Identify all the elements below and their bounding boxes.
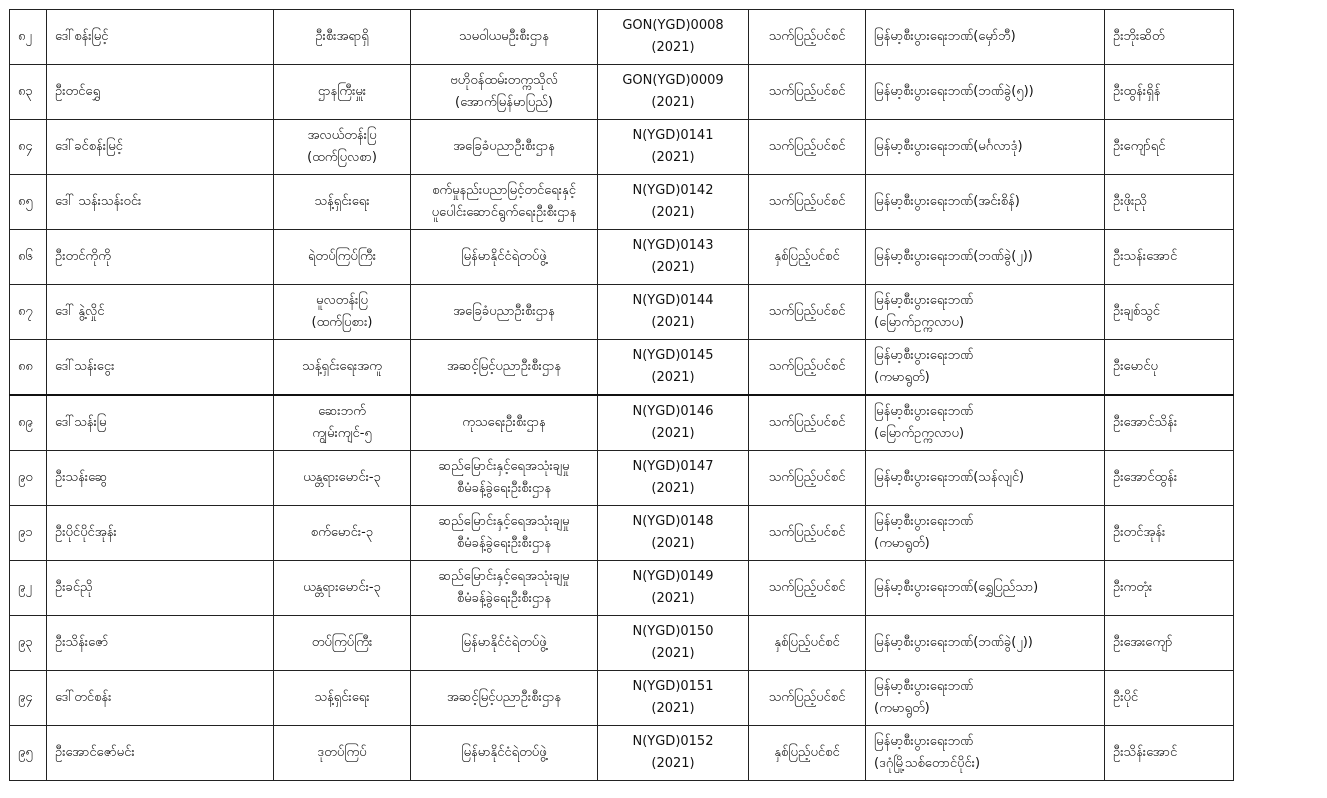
registration-cell — [598, 726, 749, 781]
department-cell — [411, 395, 598, 451]
bank-branch-cell-line: မြန်မာ့စီးပွားရေးဘဏ် — [874, 293, 974, 308]
position-cell-line: ဦးစီးအရာရှိ — [315, 29, 369, 44]
table-row — [10, 285, 1234, 340]
bank-branch-cell-line: မြန်မာ့စီးပွားရေးဘဏ်(ဘဏ်ခွဲ(၂)) — [874, 249, 1033, 264]
position-cell — [274, 230, 411, 285]
bank-branch-cell-line: မြန်မာ့စီးပွားရေးဘဏ်(မှော်ဘီ) — [874, 29, 1016, 44]
position-cell — [274, 726, 411, 781]
table-row — [10, 506, 1234, 561]
registration-cell-line: (2021) — [651, 315, 695, 330]
registration-cell-line: (2021) — [651, 591, 695, 606]
position-cell-line: ဆေးဘက် — [318, 404, 366, 419]
pensioner-name: ဒေါ် နွဲ့လှိုင် — [47, 285, 274, 340]
row-number: ၈၂ — [10, 10, 47, 65]
registration-cell — [598, 285, 749, 340]
table-row — [10, 616, 1234, 671]
bank-branch-cell-line: (ကမာရွတ်) — [874, 701, 930, 716]
bank-branch-cell-line: မြန်မာ့စီးပွားရေးဘဏ် — [874, 348, 974, 363]
registration-cell — [598, 65, 749, 120]
position-cell — [274, 175, 411, 230]
bank-branch-cell — [866, 671, 1105, 726]
guardian-name: ဦးကတုံး — [1105, 561, 1234, 616]
row-number: ၈၆ — [10, 230, 47, 285]
registration-cell-line: GON(YGD)0008 — [622, 18, 724, 33]
department-cell — [411, 175, 598, 230]
pensioner-name: ဦးတင်ကိုကို — [47, 230, 274, 285]
pension-type: သက်ပြည့်ပင်စင် — [749, 175, 866, 230]
guardian-name: ဦးထွန်းရှိန် — [1105, 65, 1234, 120]
registration-cell-line: N(YGD)0142 — [632, 183, 714, 198]
registration-cell — [598, 561, 749, 616]
department-cell — [411, 671, 598, 726]
registration-cell-line: N(YGD)0146 — [632, 404, 714, 419]
registration-cell-line: (2021) — [651, 40, 695, 55]
department-cell-line: စီမံခန့်ခွဲရေးဦးစီးဌာန — [456, 591, 552, 606]
registration-cell-line: (2021) — [651, 260, 695, 275]
department-cell — [411, 65, 598, 120]
pensioner-name: ဦးသန်းဆွေ — [47, 451, 274, 506]
pensioner-name: ဦးအောင်ဇော်မင်း — [47, 726, 274, 781]
registration-cell-line: (2021) — [651, 370, 695, 385]
bank-branch-cell-line: မြန်မာ့စီးပွားရေးဘဏ်(ဘဏ်ခွဲ(၂)) — [874, 635, 1033, 650]
position-cell — [274, 120, 411, 175]
registration-cell-line: N(YGD)0141 — [632, 128, 714, 143]
bank-branch-cell — [866, 65, 1105, 120]
position-cell — [274, 340, 411, 396]
pension-records-table — [9, 9, 1234, 781]
registration-cell — [598, 616, 749, 671]
pensioner-name: ဦးပိုင်ပိုင်အုန်း — [47, 506, 274, 561]
table-row — [10, 451, 1234, 506]
registration-cell — [598, 340, 749, 396]
registration-cell — [598, 230, 749, 285]
guardian-name: ဦးအောင်ထွန်း — [1105, 451, 1234, 506]
department-cell-line: စီမံခန့်ခွဲရေးဦးစီးဌာန — [456, 481, 552, 496]
guardian-name: ဦးသန်းအောင် — [1105, 230, 1234, 285]
registration-cell-line: N(YGD)0149 — [632, 569, 714, 584]
table-body — [10, 10, 1234, 781]
department-cell-line: ဆည်မြောင်းနှင့်ရေအသုံးချမှု — [438, 459, 570, 474]
bank-branch-cell-line: (ကမာရွတ်) — [874, 536, 930, 551]
row-number: ၉၅ — [10, 726, 47, 781]
pension-type: သက်ပြည့်ပင်စင် — [749, 10, 866, 65]
guardian-name: ဦးချစ်သွင် — [1105, 285, 1234, 340]
position-cell — [274, 65, 411, 120]
bank-branch-cell — [866, 726, 1105, 781]
department-cell — [411, 10, 598, 65]
registration-cell-line: N(YGD)0147 — [632, 459, 714, 474]
pensioner-name: ဒေါ်စန်းမြင့် — [47, 10, 274, 65]
position-cell-line: ဌာနကြီးမှူး — [317, 84, 367, 99]
bank-branch-cell-line: မြန်မာ့စီးပွားရေးဘဏ် — [874, 404, 974, 419]
bank-branch-cell-line: (ကမာရွတ်) — [874, 370, 930, 385]
bank-branch-cell — [866, 561, 1105, 616]
department-cell-line: မြန်မာနိုင်ငံရဲတပ်ဖွဲ့ — [461, 249, 547, 264]
position-cell-line: (ထက်ပြစား) — [311, 315, 373, 330]
position-cell — [274, 506, 411, 561]
guardian-name: ဦးဘိုးဆိတ် — [1105, 10, 1234, 65]
guardian-name: ဦးဖိုးညို — [1105, 175, 1234, 230]
position-cell-line: သန့်ရှင်းရေး — [314, 690, 370, 705]
row-number: ၈၇ — [10, 285, 47, 340]
guardian-name: ဦးမောင်ပု — [1105, 340, 1234, 396]
pensioner-name: ဒေါ်ခင်စန်းမြင့် — [47, 120, 274, 175]
bank-branch-cell — [866, 340, 1105, 396]
position-cell-line: ဒုတပ်ကြပ် — [317, 745, 367, 760]
row-number: ၈၅ — [10, 175, 47, 230]
department-cell-line: (အောက်မြန်မာပြည်) — [455, 95, 553, 110]
bank-branch-cell — [866, 10, 1105, 65]
pension-type: သက်ပြည့်ပင်စင် — [749, 65, 866, 120]
position-cell — [274, 10, 411, 65]
guardian-name: ဦးသိန်းအောင် — [1105, 726, 1234, 781]
pensioner-name: ဦးသိန်းဇော် — [47, 616, 274, 671]
registration-cell-line: (2021) — [651, 150, 695, 165]
position-cell-line: တပ်ကြပ်ကြီး — [311, 635, 373, 650]
position-cell — [274, 395, 411, 451]
table-row — [10, 65, 1234, 120]
position-cell-line: စက်မောင်း-၃ — [310, 525, 374, 540]
department-cell-line: ဆည်မြောင်းနှင့်ရေအသုံးချမှု — [438, 514, 570, 529]
row-number: ၈၈ — [10, 340, 47, 396]
bank-branch-cell-line: (မြောက်ဥက္ကလာပ) — [874, 315, 965, 330]
department-cell-line: အခြေခံပညာဦးစီးဌာန — [453, 139, 555, 154]
registration-cell — [598, 671, 749, 726]
department-cell — [411, 726, 598, 781]
registration-cell-line: N(YGD)0152 — [632, 734, 714, 749]
bank-branch-cell — [866, 395, 1105, 451]
department-cell — [411, 616, 598, 671]
department-cell-line: အဆင့်မြင့်ပညာဦးစီးဌာန — [446, 690, 562, 705]
pensioner-name: ဦးတင်ရွှေ — [47, 65, 274, 120]
bank-branch-cell — [866, 230, 1105, 285]
registration-cell — [598, 451, 749, 506]
guardian-name: ဦးတင်အုန်း — [1105, 506, 1234, 561]
position-cell-line: ယန္တရားမောင်း-၃ — [303, 470, 381, 485]
table-row — [10, 10, 1234, 65]
position-cell-line: သန့်ရှင်းရေးအကူ — [302, 359, 382, 374]
department-cell-line: ဗဟိုဝန်ထမ်းတက္ကသိုလ် — [450, 73, 558, 88]
table-row — [10, 230, 1234, 285]
bank-branch-cell-line: မြန်မာ့စီးပွားရေးဘဏ်(မင်္ဂလာဒုံ) — [874, 139, 1023, 154]
pension-type: သက်ပြည့်ပင်စင် — [749, 285, 866, 340]
table-row — [10, 671, 1234, 726]
pensioner-name: ဒေါ် သန်းသန်းဝင်း — [47, 175, 274, 230]
registration-cell-line: (2021) — [651, 95, 695, 110]
registration-cell-line: (2021) — [651, 756, 695, 771]
position-cell — [274, 561, 411, 616]
guardian-name: ဦးပိုင် — [1105, 671, 1234, 726]
department-cell — [411, 230, 598, 285]
registration-cell-line: (2021) — [651, 646, 695, 661]
bank-branch-cell-line: မြန်မာ့စီးပွားရေးဘဏ်(သန်လျင်) — [874, 470, 1025, 485]
department-cell-line: စက်မှုနည်းပညာမြင့်တင်ရေးနှင့် — [432, 183, 576, 198]
department-cell-line: မြန်မာနိုင်ငံရဲတပ်ဖွဲ့ — [461, 745, 547, 760]
registration-cell-line: (2021) — [651, 426, 695, 441]
bank-branch-cell-line: မြန်မာ့စီးပွားရေးဘဏ် — [874, 514, 974, 529]
row-number: ၈၄ — [10, 120, 47, 175]
position-cell-line: အလယ်တန်းပြ — [307, 128, 377, 143]
pensioner-name: ဒေါ်တင်စန်း — [47, 671, 274, 726]
pension-type: နှစ်ပြည့်ပင်စင် — [749, 230, 866, 285]
registration-cell-line: N(YGD)0143 — [632, 238, 714, 253]
position-cell-line: ရဲတပ်ကြပ်ကြီး — [307, 249, 377, 264]
position-cell-line: မူလတန်းပြ — [316, 293, 368, 308]
bank-branch-cell-line: (ဒဂုံမြို့သစ်တောင်ပိုင်း) — [874, 756, 981, 771]
department-cell-line: သမဝါယမဦးစီးဌာန — [459, 29, 549, 44]
department-cell-line: မြန်မာနိုင်ငံရဲတပ်ဖွဲ့ — [461, 635, 547, 650]
guardian-name: ဦးကျော်ရင် — [1105, 120, 1234, 175]
table-row — [10, 120, 1234, 175]
row-number: ၉၃ — [10, 616, 47, 671]
registration-cell-line: N(YGD)0145 — [632, 348, 714, 363]
row-number: ၉၁ — [10, 506, 47, 561]
pension-type: နှစ်ပြည့်ပင်စင် — [749, 616, 866, 671]
bank-branch-cell-line: မြန်မာ့စီးပွားရေးဘဏ် — [874, 679, 974, 694]
registration-cell-line: N(YGD)0151 — [632, 679, 714, 694]
registration-cell-line: N(YGD)0148 — [632, 514, 714, 529]
registration-cell — [598, 120, 749, 175]
pension-type: သက်ပြည့်ပင်စင် — [749, 451, 866, 506]
table-row — [10, 340, 1234, 396]
row-number: ၉၄ — [10, 671, 47, 726]
pensioner-name: ဦးခင်ညို — [47, 561, 274, 616]
department-cell-line: ပူပေါင်းဆောင်ရွက်ရေးဦးစီးဌာန — [431, 205, 577, 220]
registration-cell-line: (2021) — [651, 536, 695, 551]
position-cell — [274, 285, 411, 340]
row-number: ၈၉ — [10, 395, 47, 451]
registration-cell — [598, 395, 749, 451]
position-cell-line: သန့်ရှင်းရေး — [314, 194, 370, 209]
bank-branch-cell-line: မြန်မာ့စီးပွားရေးဘဏ်(ရွှေပြည်သာ) — [874, 580, 1039, 595]
bank-branch-cell-line: မြန်မာ့စီးပွားရေးဘဏ်(ဘဏ်ခွဲ(၅)) — [874, 84, 1034, 99]
department-cell-line: ကုသရေးဦးစီးဌာန — [462, 415, 546, 430]
pension-type: သက်ပြည့်ပင်စင် — [749, 561, 866, 616]
registration-cell-line: GON(YGD)0009 — [622, 73, 724, 88]
registration-cell — [598, 10, 749, 65]
position-cell-line: ကျွမ်းကျင်-၅ — [312, 426, 372, 441]
registration-cell — [598, 506, 749, 561]
table-row — [10, 726, 1234, 781]
bank-branch-cell-line: (မြောက်ဥက္ကလာပ) — [874, 426, 965, 441]
position-cell-line: ယန္တရားမောင်း-၃ — [303, 580, 381, 595]
registration-cell — [598, 175, 749, 230]
pensioner-name: ဒေါ်သန်းမြ — [47, 395, 274, 451]
registration-cell-line: N(YGD)0144 — [632, 293, 714, 308]
guardian-name: ဦးအောင်သိန်း — [1105, 395, 1234, 451]
bank-branch-cell — [866, 616, 1105, 671]
row-number: ၈၃ — [10, 65, 47, 120]
table-row — [10, 175, 1234, 230]
bank-branch-cell — [866, 285, 1105, 340]
registration-cell-line: N(YGD)0150 — [632, 624, 714, 639]
row-number: ၉၀ — [10, 451, 47, 506]
bank-branch-cell-line: မြန်မာ့စီးပွားရေးဘဏ်(အင်းစိန်) — [874, 194, 1020, 209]
bank-branch-cell-line: မြန်မာ့စီးပွားရေးဘဏ် — [874, 734, 974, 749]
pension-type: သက်ပြည့်ပင်စင် — [749, 671, 866, 726]
position-cell — [274, 616, 411, 671]
bank-branch-cell — [866, 175, 1105, 230]
department-cell — [411, 506, 598, 561]
registration-cell-line: (2021) — [651, 701, 695, 716]
department-cell — [411, 120, 598, 175]
pension-type: သက်ပြည့်ပင်စင် — [749, 120, 866, 175]
department-cell-line: စီမံခန့်ခွဲရေးဦးစီးဌာန — [456, 536, 552, 551]
position-cell-line: (ထက်ပြလစာ) — [307, 150, 377, 165]
pensioner-name: ဒေါ်သန်းငွေး — [47, 340, 274, 396]
department-cell-line: အခြေခံပညာဦးစီးဌာန — [453, 304, 555, 319]
table-row — [10, 561, 1234, 616]
guardian-name: ဦးအေးကျော် — [1105, 616, 1234, 671]
bank-branch-cell — [866, 506, 1105, 561]
bank-branch-cell — [866, 120, 1105, 175]
department-cell — [411, 285, 598, 340]
registration-cell-line: (2021) — [651, 481, 695, 496]
department-cell-line: ဆည်မြောင်းနှင့်ရေအသုံးချမှု — [438, 569, 570, 584]
pension-type: သက်ပြည့်ပင်စင် — [749, 340, 866, 396]
pension-type: သက်ပြည့်ပင်စင် — [749, 395, 866, 451]
position-cell — [274, 671, 411, 726]
registration-cell-line: (2021) — [651, 205, 695, 220]
bank-branch-cell — [866, 451, 1105, 506]
row-number: ၉၂ — [10, 561, 47, 616]
department-cell — [411, 340, 598, 396]
department-cell — [411, 451, 598, 506]
department-cell-line: အဆင့်မြင့်ပညာဦးစီးဌာန — [446, 359, 562, 374]
position-cell — [274, 451, 411, 506]
pension-type: နှစ်ပြည့်ပင်စင် — [749, 726, 866, 781]
table-row — [10, 395, 1234, 451]
pension-type: သက်ပြည့်ပင်စင် — [749, 506, 866, 561]
department-cell — [411, 561, 598, 616]
